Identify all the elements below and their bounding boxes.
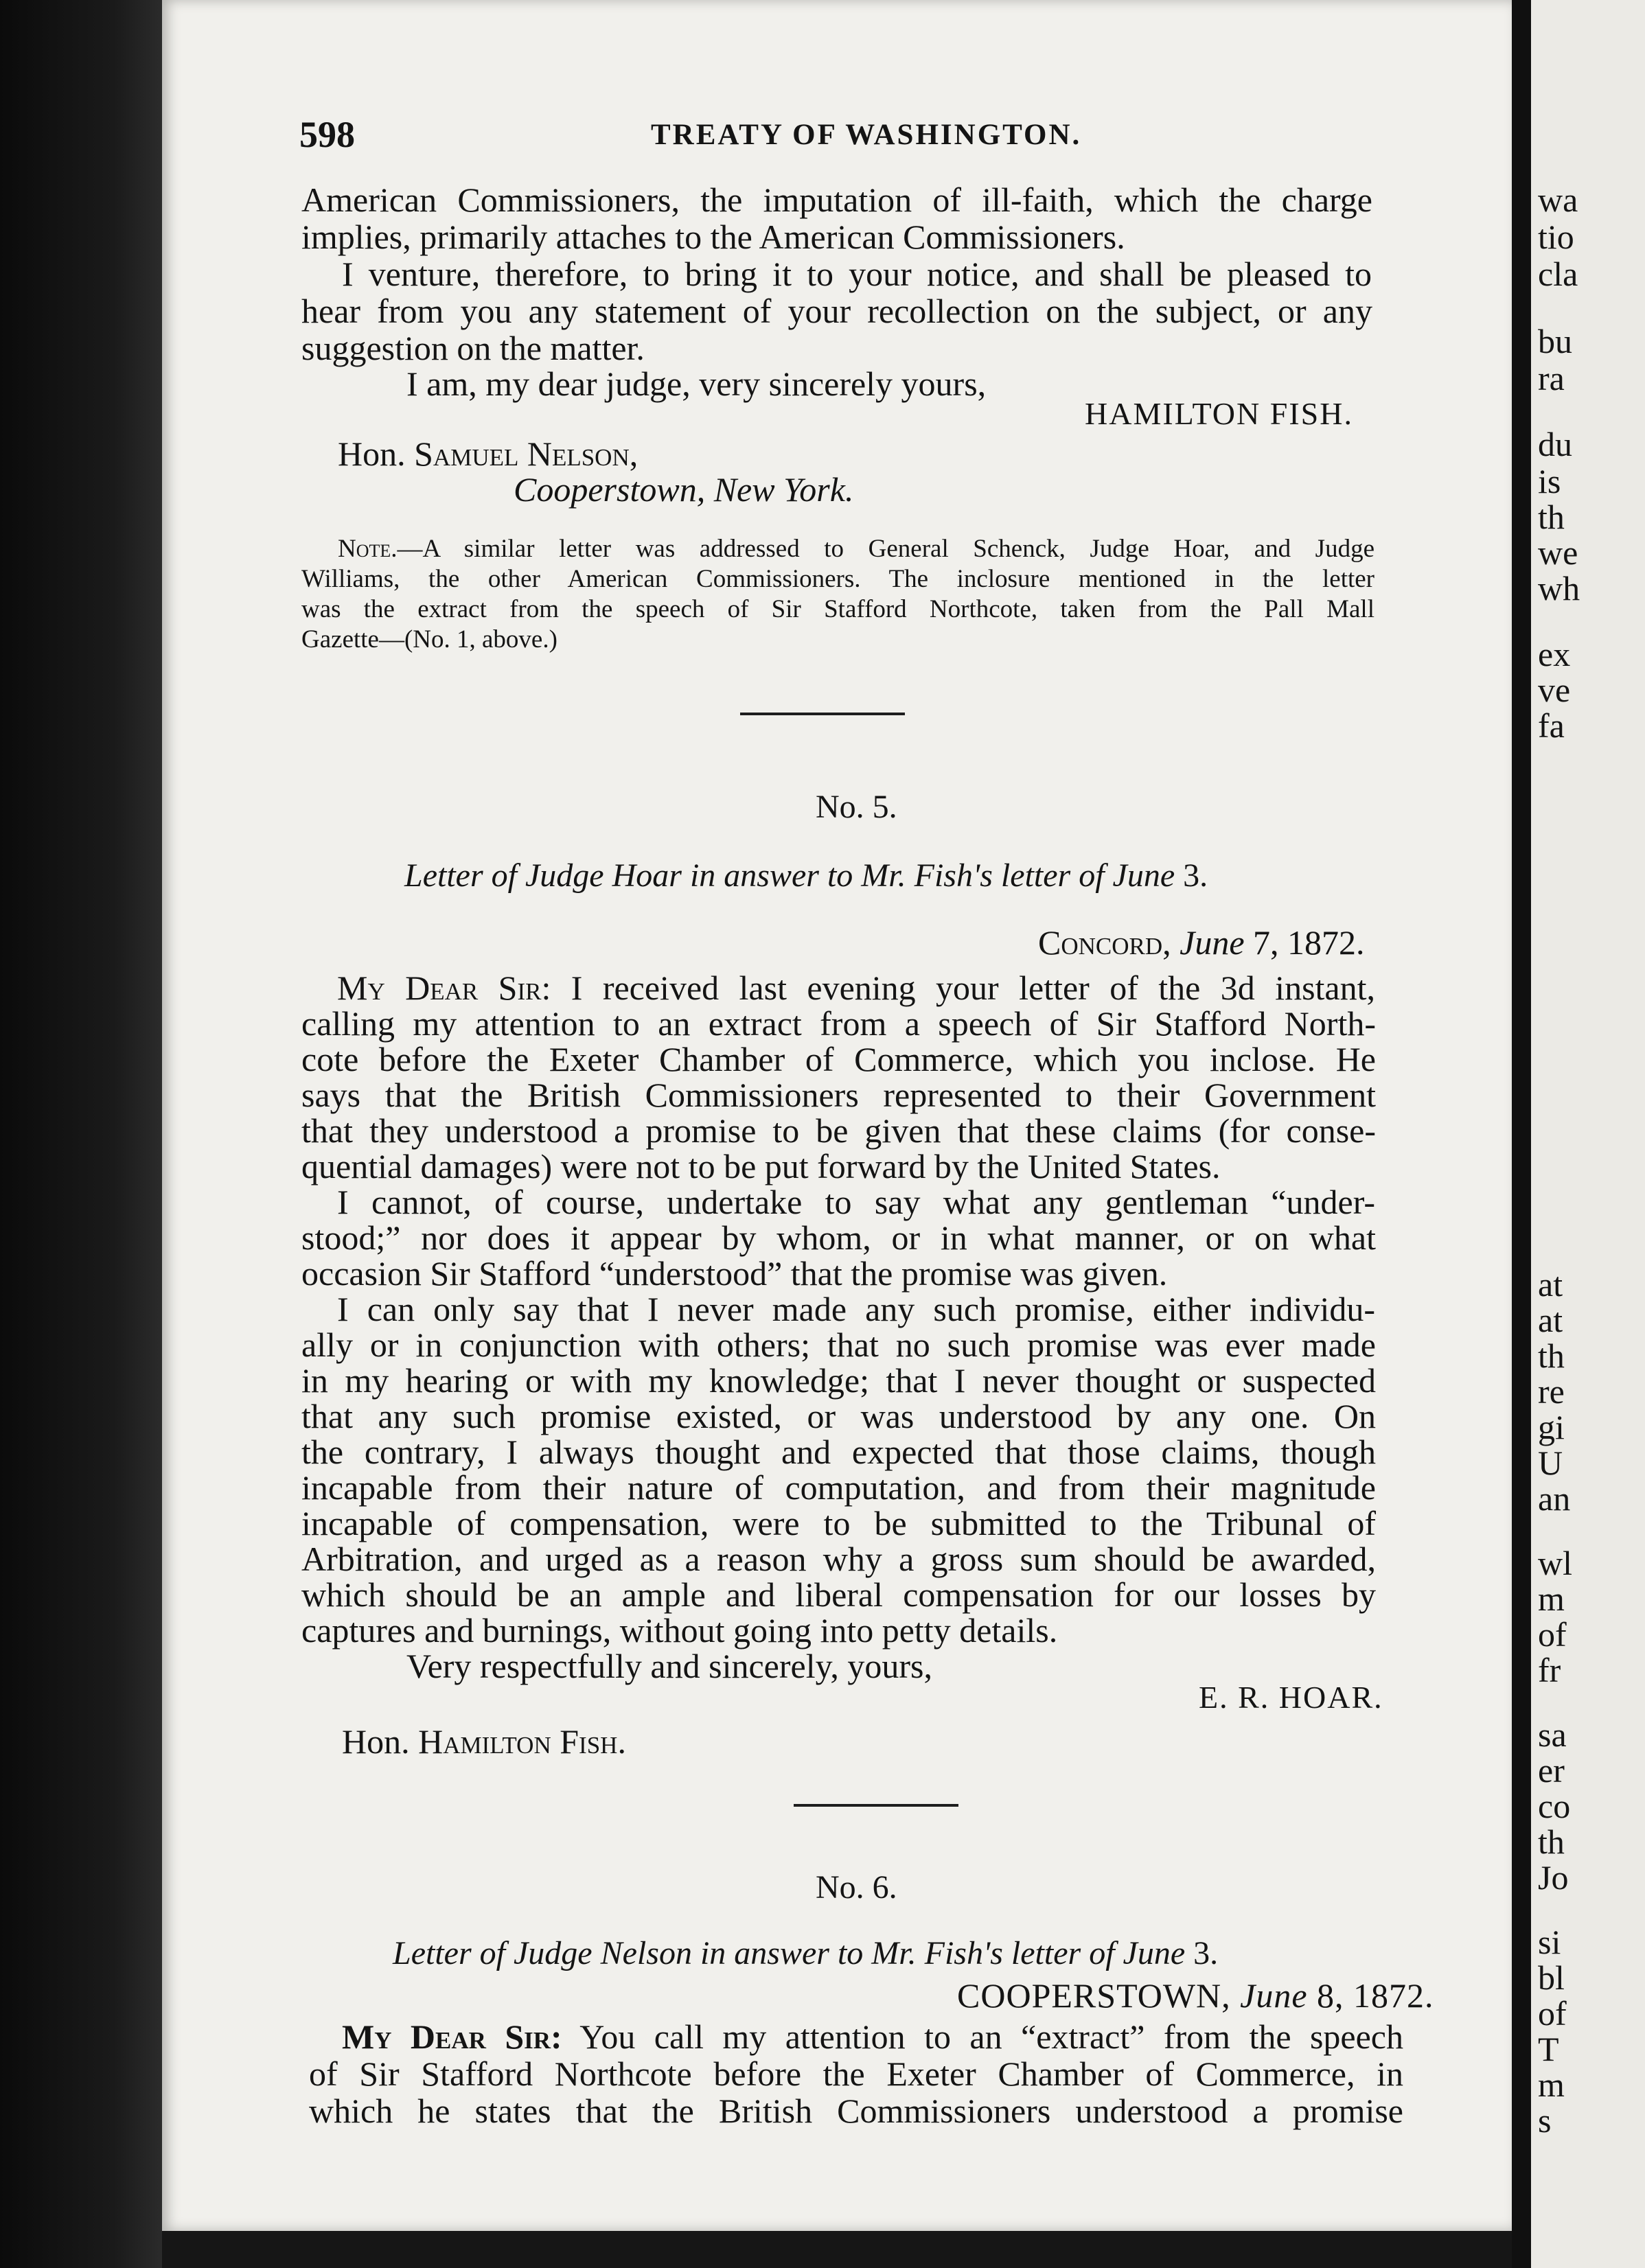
body-line: cote before the Exeter Chamber of Commerce, which you inclose. He <box>301 1040 1376 1078</box>
fragment: er <box>1538 1751 1565 1790</box>
note-line: Williams, the other American Commissioners. The inclosure mentioned in the letter <box>301 565 1374 593</box>
fragment: th <box>1538 1822 1565 1861</box>
closing-line: I am, my dear judge, very sincerely yours, <box>406 364 987 403</box>
fragment: bl <box>1538 1958 1565 1997</box>
body-line: My Dear Sir: I received last evening your letter of the 3d instant, <box>337 969 1376 1007</box>
fragment: an <box>1538 1479 1571 1518</box>
scan-bottom-edge <box>162 2231 1512 2268</box>
body-line: I venture, therefore, to bring it to your notice, and shall be pleased to <box>342 255 1372 293</box>
body-line: hear from you any statement of your recollection on the subject, or any <box>301 292 1372 330</box>
fragment: wh <box>1538 569 1580 608</box>
body-line: which he states that the British Commissioners understood a promise <box>309 2092 1403 2130</box>
book-page <box>162 0 1512 2231</box>
dateline: Concord, June 7, 1872. <box>1038 923 1365 962</box>
note-line: Note.—A similar letter was addressed to General Schenck, Judge Hoar, and Judge <box>338 535 1374 563</box>
fragment: wa <box>1538 181 1578 219</box>
section-subtitle: Letter of Judge Nelson in answer to Mr. Fish's letter of June 3. <box>393 1935 1219 1971</box>
scan-dark-margin <box>0 0 162 2268</box>
body-line: incapable of compensation, were to be submitted to the Tribunal of <box>301 1504 1376 1542</box>
body-line: incapable from their nature of computation, and from their magnitude <box>301 1468 1376 1507</box>
body-line: which should be an ample and liberal compensation for our losses by <box>301 1575 1376 1614</box>
fragment: of <box>1538 1994 1567 2033</box>
fragment: fa <box>1538 706 1565 745</box>
fragment: th <box>1538 1336 1565 1375</box>
body-line: calling my attention to an extract from a speech of Sir Stafford North- <box>301 1004 1376 1043</box>
fragment: m <box>1538 2066 1565 2104</box>
signature: HAMILTON FISH. <box>1085 396 1353 431</box>
dateline: COOPERSTOWN, June 8, 1872. <box>957 1976 1434 2015</box>
fragment: ve <box>1538 671 1571 709</box>
body-line: occasion Sir Stafford “understood” that the promise was given. <box>301 1254 1168 1293</box>
section-heading: No. 6. <box>816 1869 897 1906</box>
note-line: Gazette—(No. 1, above.) <box>301 625 557 653</box>
fragment: tio <box>1538 218 1574 256</box>
body-line: quential damages) were not to be put forward by the United States. <box>301 1147 1221 1185</box>
section-divider <box>740 713 905 715</box>
fragment: du <box>1538 425 1572 463</box>
body-line: Arbitration, and urged as a reason why a gross sum should be awarded, <box>301 1540 1376 1578</box>
fragment: is <box>1538 462 1561 500</box>
fragment: gi <box>1538 1408 1565 1446</box>
body-line: in my hearing or with my knowledge; that I never thought or suspected <box>301 1361 1376 1400</box>
fragment: bu <box>1538 322 1572 360</box>
fragment: U <box>1538 1444 1563 1482</box>
fragment: s <box>1538 2101 1552 2140</box>
fragment: re <box>1538 1372 1565 1411</box>
closing-line: Very respectfully and sincerely, yours, <box>406 1647 932 1685</box>
fragment: we <box>1538 533 1578 572</box>
running-title: TREATY OF WASHINGTON. <box>651 119 1082 151</box>
body-line: implies, primarily attaches to the American Commissioners. <box>301 218 1125 256</box>
section-subtitle: Letter of Judge Hoar in answer to Mr. Fish's letter of June 3. <box>404 857 1208 894</box>
fragment: ra <box>1538 359 1565 397</box>
fragment: m <box>1538 1579 1565 1618</box>
addressee-place: Cooperstown, New York. <box>514 470 854 509</box>
page-gutter <box>1512 0 1531 2268</box>
body-line: stood;” nor does it appear by whom, or in what manner, or on what <box>301 1218 1376 1257</box>
body-line: that they understood a promise to be given that these claims (for conse- <box>301 1111 1376 1150</box>
body-line: that any such promise existed, or was understood by any one. On <box>301 1397 1376 1435</box>
adjacent-page-edge <box>1531 0 1645 2268</box>
fragment: fr <box>1538 1651 1561 1689</box>
section-heading: No. 5. <box>816 789 897 825</box>
body-line: of Sir Stafford Northcote before the Exeter Chamber of Commerce, in <box>309 2055 1403 2093</box>
signature: E. R. HOAR. <box>1199 1680 1383 1715</box>
fragment: Jo <box>1538 1858 1569 1897</box>
fragment: of <box>1538 1615 1567 1654</box>
body-line: American Commissioners, the imputation of ill-faith, which the charge <box>301 181 1372 219</box>
fragment: wl <box>1538 1544 1572 1582</box>
section-divider <box>794 1804 958 1807</box>
fragment: at <box>1538 1301 1563 1339</box>
fragment: T <box>1538 2030 1559 2068</box>
page-number: 598 <box>299 114 355 155</box>
body-line: ally or in conjunction with others; that no such promise was ever made <box>301 1326 1376 1364</box>
fragment: at <box>1538 1265 1563 1304</box>
note-line: was the extract from the speech of Sir Stafford Northcote, taken from the Pall Mall <box>301 595 1374 623</box>
fragment: si <box>1538 1923 1561 1961</box>
body-line: suggestion on the matter. <box>301 329 645 367</box>
addressee: Hon. Samuel Nelson, <box>338 435 639 473</box>
fragment: ex <box>1538 635 1571 673</box>
body-line: the contrary, I always thought and expected that those claims, though <box>301 1433 1376 1471</box>
body-line: I can only say that I never made any such promise, either individu- <box>337 1290 1375 1328</box>
body-line: My Dear Sir: You call my attention to an “extract” from the speech <box>342 2017 1404 2056</box>
body-line: says that the British Commissioners represented to their Government <box>301 1076 1376 1114</box>
body-line: captures and burnings, without going into petty details. <box>301 1611 1058 1650</box>
fragment: cla <box>1538 255 1578 293</box>
body-line: I cannot, of course, undertake to say what any gentleman “under- <box>337 1183 1375 1221</box>
fragment: sa <box>1538 1715 1567 1754</box>
fragment: th <box>1538 498 1565 536</box>
addressee: Hon. Hamilton Fish. <box>342 1722 626 1761</box>
fragment: co <box>1538 1787 1571 1825</box>
